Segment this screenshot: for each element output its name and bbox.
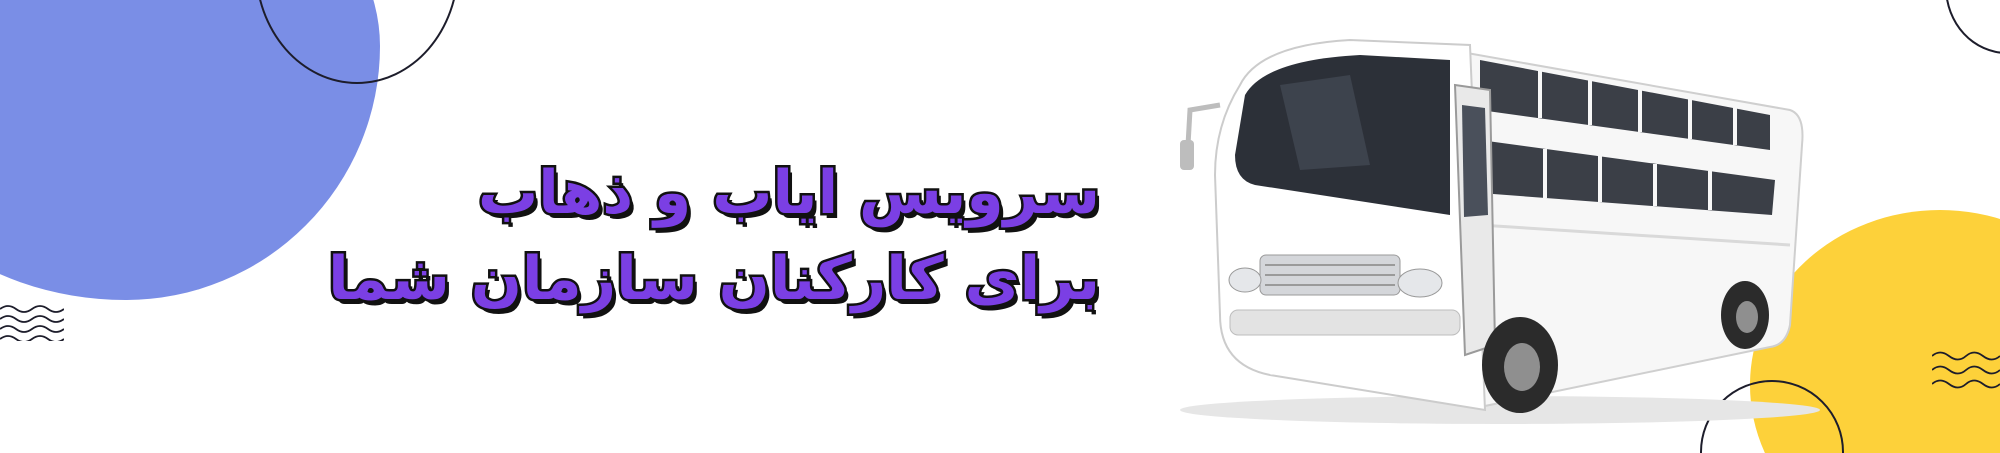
headline-line-1: سرویس ایاب و ذهاب [477,158,1100,228]
right-ring-outline [1945,0,2000,54]
wave-lines-icon [1932,350,2000,396]
headline [328,150,1100,322]
headline-line-2: برای کارکنان سازمان شما [328,244,1100,314]
wave-lines-icon [0,305,64,341]
bus-image [1150,15,1830,435]
